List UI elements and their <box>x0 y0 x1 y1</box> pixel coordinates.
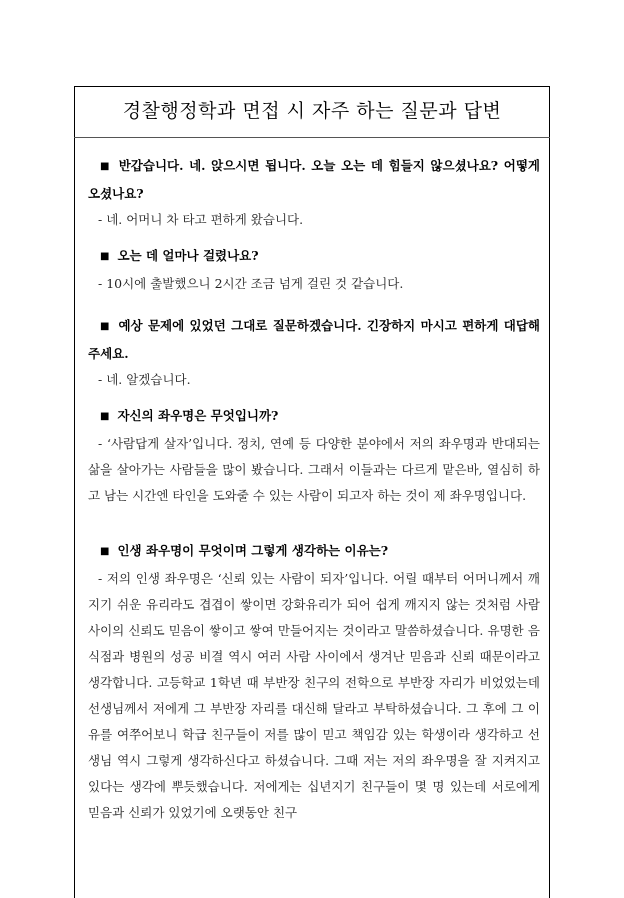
question-text: 예상 문제에 있었던 그대로 질문하겠습니다. 긴장하지 마시고 편하게 대답해주세요. <box>88 318 541 361</box>
answer-text: 저의 인생 좌우명은 ‘신뢰 있는 사람이 되자’입니다. 어릴 때부터 어머니께서 깨지기 쉬운 유리라도 겹겹이 쌓이면 강화유리가 되어 쉽게 깨지지 않는 것처럼 사람 사이의 신뢰도 믿음이 쌓이고 쌓여 만들어지는 것이라고 말씀하셨습니다. 유명한 음식점과 병원의 성공 비결 역시 여러 사람 사이에서 생겨난 믿음과 신뢰 때문이라고 생각합니다. 고등학교 1학년 때 부반장 친구의 전학으로 부반장 자리가 비었었는데 선생님께서 저에게 그 부반장 자리를 대신해 달라고 부탁하셨습니다. 그 후에 그 이유를 여쭈어보니 학급 친구들이 저를 많이 믿고 책임감 있는 학생이라 생각하고 선생님 역시 그렇게 생각하신다고 하셨습니다. 그때 저는 저의 좌우명을 잘 지켜지고 있다는 생각에 뿌듯했습니다. 저에게는 십년지기 친구들이 몇 명 있는데 서로에게 믿음과 신뢰가 있었기에 오랫동안 친구 <box>88 571 541 820</box>
qa-item-3 <box>88 313 540 393</box>
answer-text: 10시에 출발했으니 2시간 조금 넘게 걸린 것 같습니다. <box>106 276 404 291</box>
square-bullet-icon: ■ <box>100 161 111 172</box>
question <box>88 153 540 207</box>
answer-dash: - <box>98 212 107 227</box>
question-text: 오는 데 얼마나 걸렸나요? <box>117 248 259 263</box>
question <box>88 538 540 566</box>
answer <box>88 207 540 233</box>
question-text: 자신의 좌우명은 무엇입니까? <box>117 408 279 423</box>
answer <box>88 271 540 297</box>
answer-text: ‘사람답게 살자’입니다. 정치, 연예 등 다양한 분야에서 저의 좌우명과 반대되는 삶을 살아가는 사람들을 많이 봤습니다. 그래서 이들과는 다르게 맡은바, 열심히 하고 남는 시간엔 타인을 도와줄 수 있는 사람이 되고자 하는 것이 제 좌우명입니다. <box>88 436 540 503</box>
qa-item-5 <box>88 538 540 826</box>
answer <box>88 431 540 509</box>
answer <box>88 566 540 826</box>
question <box>88 403 540 431</box>
answer-dash: - <box>98 436 107 451</box>
title-divider <box>74 137 550 138</box>
square-bullet-icon: ■ <box>100 321 111 332</box>
qa-item-1 <box>88 153 540 233</box>
document-title: 경찰행정학과 면접 시 자주 하는 질문과 답변 <box>122 100 502 122</box>
answer-dash: - <box>98 372 107 387</box>
qa-item-2 <box>88 243 540 297</box>
square-bullet-icon: ■ <box>100 251 110 262</box>
square-bullet-icon: ■ <box>100 411 110 422</box>
answer-text: 네. 알겠습니다. <box>106 372 191 387</box>
answer-text: 네. 어머니 차 타고 편하게 왔습니다. <box>106 212 304 227</box>
question <box>88 313 540 367</box>
answer-dash: - <box>98 571 107 586</box>
answer-dash: - <box>98 276 107 291</box>
question-text: 반갑습니다. 네. 앉으시면 됩니다. 오늘 오는 데 힘들지 않으셨나요? 어떻게 오셨나요? <box>88 158 540 201</box>
answer <box>88 367 540 393</box>
square-bullet-icon: ■ <box>100 546 110 557</box>
question-text: 인생 좌우명이 무엇이며 그렇게 생각하는 이유는? <box>117 543 389 558</box>
qa-item-4 <box>88 403 540 509</box>
question <box>88 243 540 271</box>
